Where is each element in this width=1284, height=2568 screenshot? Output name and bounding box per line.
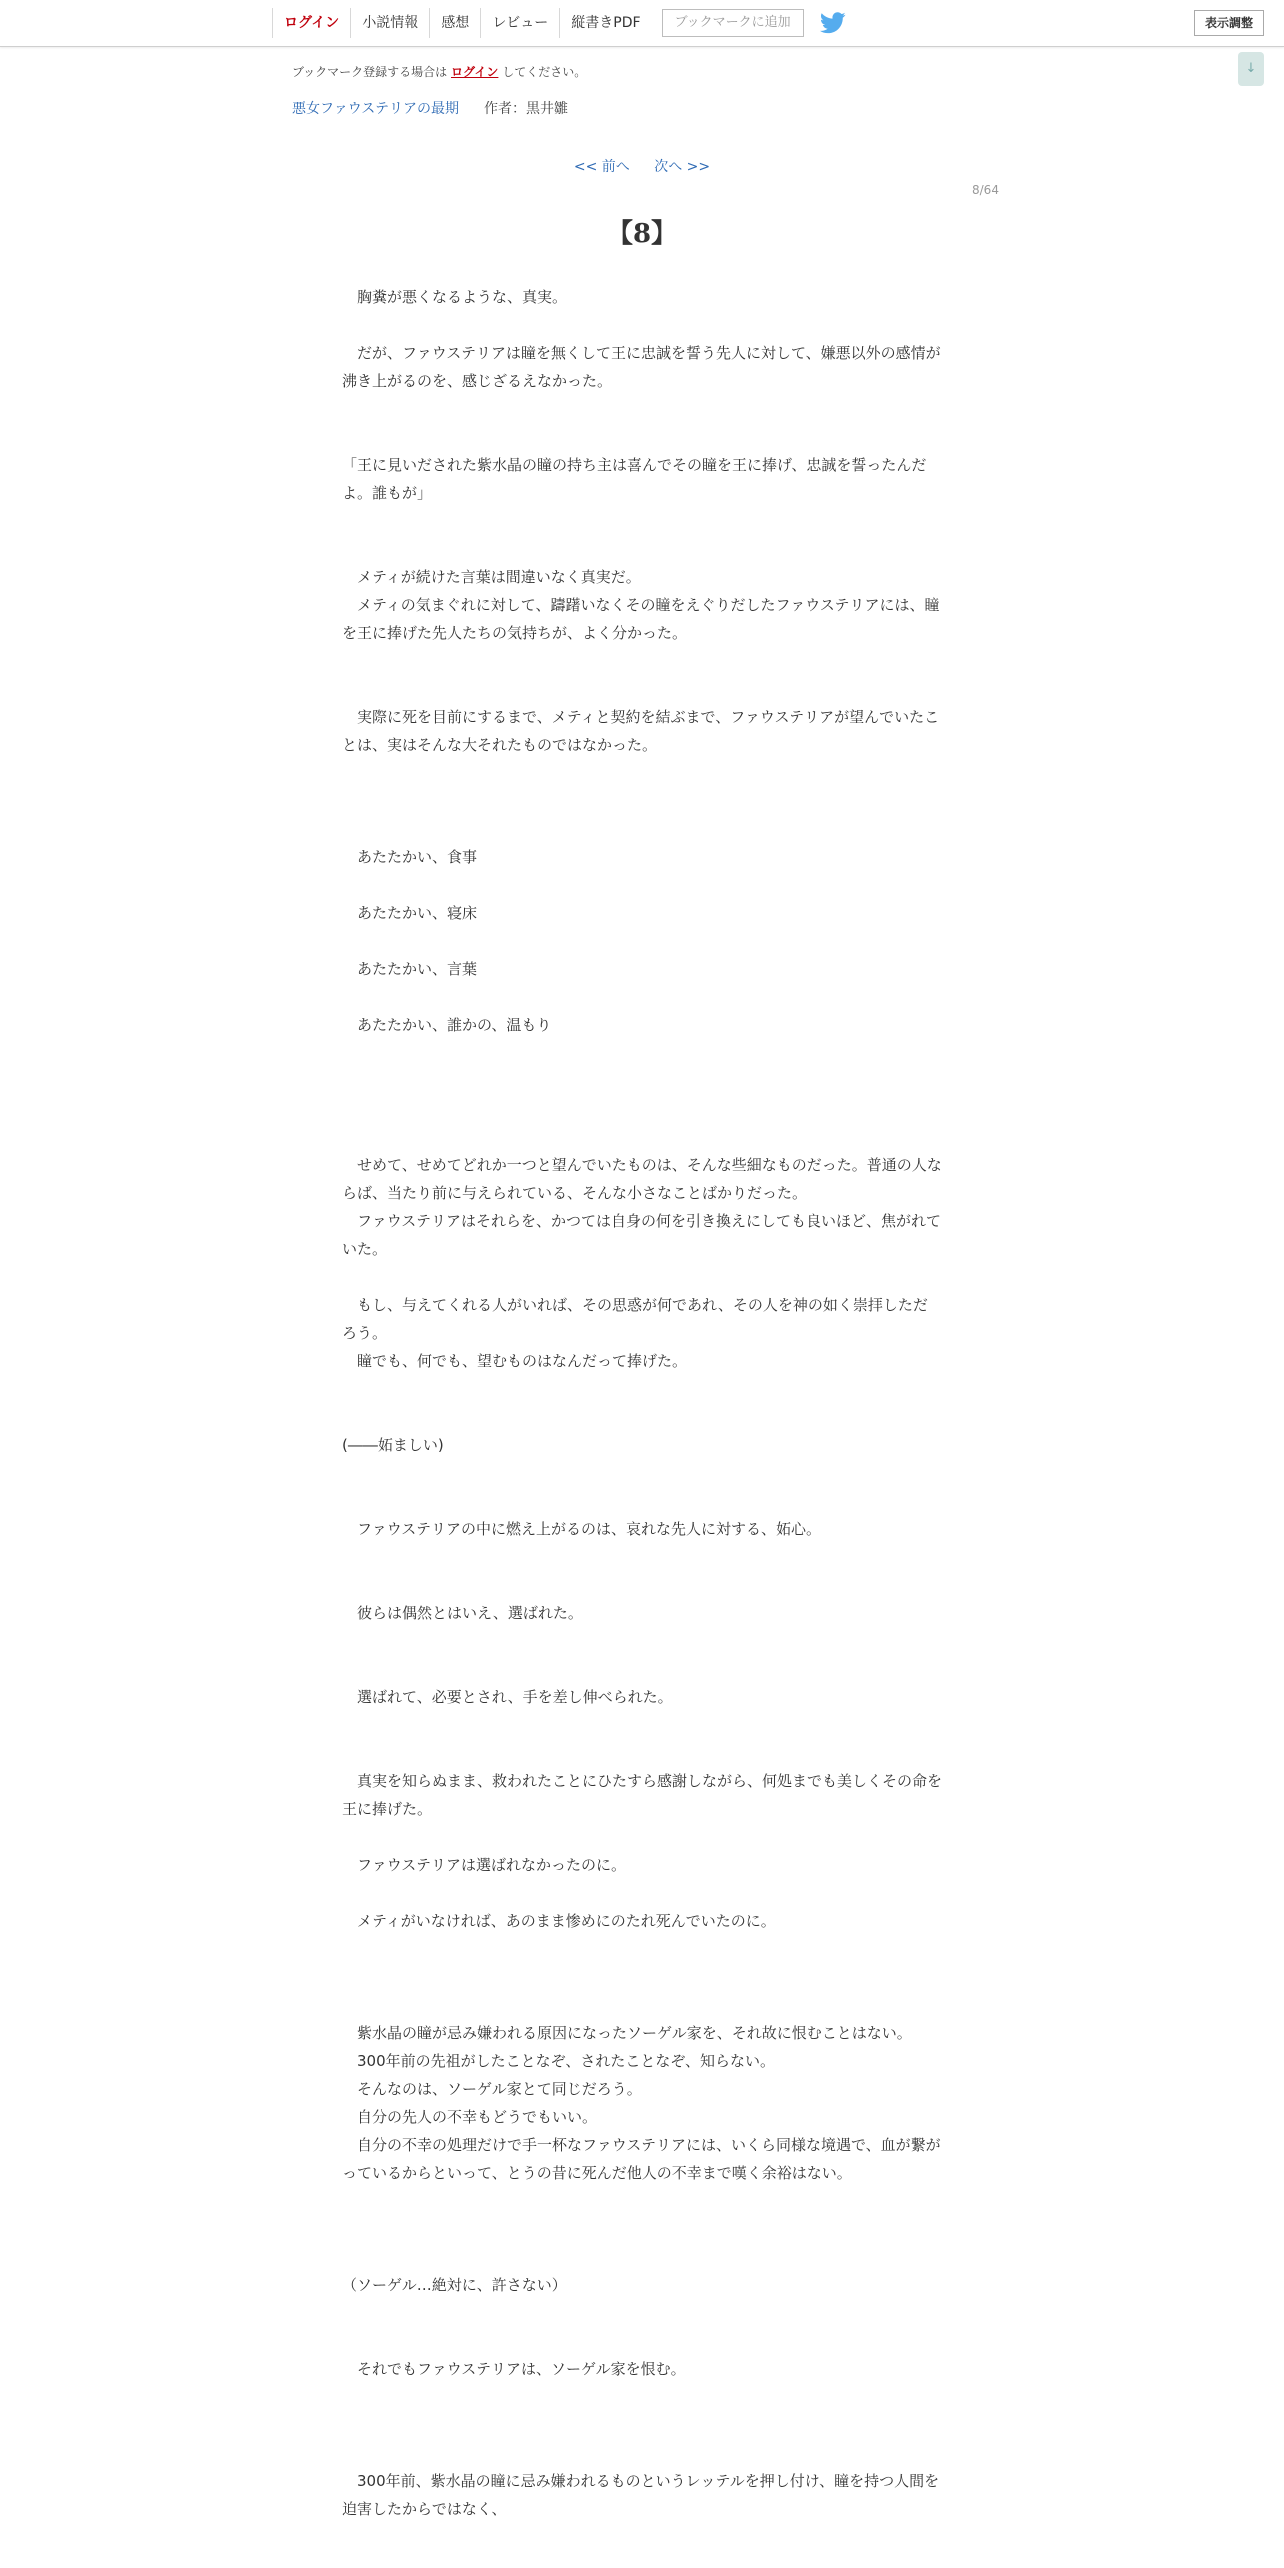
body-paragraph: （ソーゲル…絶対に、許さない） <box>342 2276 567 2294</box>
body-paragraph: 選ばれて、必要とされ、手を差し伸べられた。 <box>342 1688 673 1706</box>
bookmark-login-notice <box>292 63 586 80</box>
next-chapter-link[interactable]: 次へ >> <box>654 159 711 175</box>
body-paragraph: 「王に見いだされた紫水晶の瞳の持ち主は喜んでその瞳を王に捧げ、忠誠を誓ったんだよ。誰もが」 <box>342 456 927 502</box>
notice-text-after: してください。 <box>502 65 587 79</box>
display-settings-button[interactable]: 表示調整 <box>1194 10 1264 36</box>
nav-vertical-pdf-link[interactable]: 縦書きPDF <box>559 8 651 38</box>
body-paragraph: 紫水晶の瞳が忌み嫌われる原因になったソーゲル家を、それ故に恨むことはない。 300年前の先祖がしたことなぞ、されたことなぞ、知らない。 そんなのは、ソーゲル家とて同じだろう。 自分の先人の不幸もどうでもいい。 自分の不幸の処理だけで手一杯なファウステリアには、いくら同様な境遇で、血が繋がっているからといって、とうの昔に死んだ他人の不幸まで嘆く余裕はない。 <box>342 2024 941 2182</box>
add-bookmark-button[interactable]: ブックマークに追加 <box>662 9 804 37</box>
body-paragraph: せめて、せめてどれか一つと望んでいたものは、そんな些細なものだった。普通の人ならば、当たり前に与えられている、そんな小さなことばかりだった。 ファウステリアはそれらを、かつては自身の何を引き換えにしても良いほど、焦がれていた。 <box>342 1156 942 1258</box>
chapter-count: 8/64 <box>972 183 999 197</box>
body-paragraph: 300年前、紫水晶の瞳に忌み嫌われるものというレッテルを押し付け、瞳を持つ人間を迫害したからではなく、 <box>342 2472 940 2518</box>
body-paragraph: 彼らは偶然とはいえ、選ばれた。 <box>342 1604 583 1622</box>
notice-login-link[interactable]: ログイン <box>451 65 499 79</box>
nav-menu <box>272 8 846 38</box>
chapter-title: 【8】 <box>606 219 678 249</box>
body-paragraph: メティがいなければ、あのまま惨めにのたれ死んでいたのに。 <box>342 1912 776 1930</box>
nav-login-link[interactable]: ログイン <box>272 8 350 38</box>
body-paragraph: ファウステリアの中に燃え上がるのは、哀れな先人に対する、妬心。 <box>342 1520 821 1538</box>
body-paragraph: (――妬ましい) <box>342 1436 444 1454</box>
scroll-down-button[interactable]: ↓ <box>1238 52 1264 86</box>
nav-review-link[interactable]: レビュー <box>480 8 559 38</box>
body-paragraph: 胸糞が悪くなるような、真実。 <box>342 288 568 306</box>
body-paragraph: もし、与えてくれる人がいれば、その思惑が何であれ、その人を神の如く崇拝しただろう。 瞳でも、何でも、望むものはなんだって捧げた。 <box>342 1296 928 1370</box>
nav-novel-info-link[interactable]: 小説情報 <box>350 8 429 38</box>
body-paragraph: 実際に死を目前にするまで、メティと契約を結ぶまで、ファウステリアが望んでいたことは、実はそんな大それたものではなかった。 <box>342 708 940 754</box>
body-paragraph: メティが続けた言葉は間違いなく真実だ。 メティの気まぐれに対して、躊躇いなくその瞳をえぐりだしたファウステリアには、瞳を王に捧げた先人たちの気持ちが、よく分かった。 <box>342 568 940 642</box>
body-paragraph: あたたかい、食事 <box>342 848 478 866</box>
body-paragraph: あたたかい、誰かの、温もり <box>342 1016 552 1034</box>
body-paragraph: 真実を知らぬまま、救われたことにひたすら感謝しながら、何処までも美しくその命を王に捧げた。 <box>342 1772 943 1818</box>
twitter-icon[interactable] <box>820 12 846 34</box>
top-nav-bar <box>0 0 1284 47</box>
prev-chapter-link[interactable]: << 前へ <box>573 159 630 175</box>
body-paragraph: それでもファウステリアは、ソーゲル家を恨む。 <box>342 2360 686 2378</box>
author-name: 作者：黒井雛 <box>484 101 568 117</box>
body-paragraph: あたたかい、寝床 <box>342 904 478 922</box>
novel-title-link[interactable]: 悪女ファウステリアの最期 <box>292 101 460 117</box>
nav-impressions-link[interactable]: 感想 <box>429 8 480 38</box>
chapter-pager <box>0 156 1284 176</box>
body-paragraph: あたたかい、言葉 <box>342 960 478 978</box>
body-paragraph: だが、ファウステリアは瞳を無くして王に忠誠を誓う先人に対して、嫌悪以外の感情が沸き上がるのを、感じざるえなかった。 <box>342 344 941 390</box>
body-paragraph: ファウステリアは選ばれなかったのに。 <box>342 1856 626 1874</box>
notice-text-before: ブックマーク登録する場合は <box>292 65 448 79</box>
